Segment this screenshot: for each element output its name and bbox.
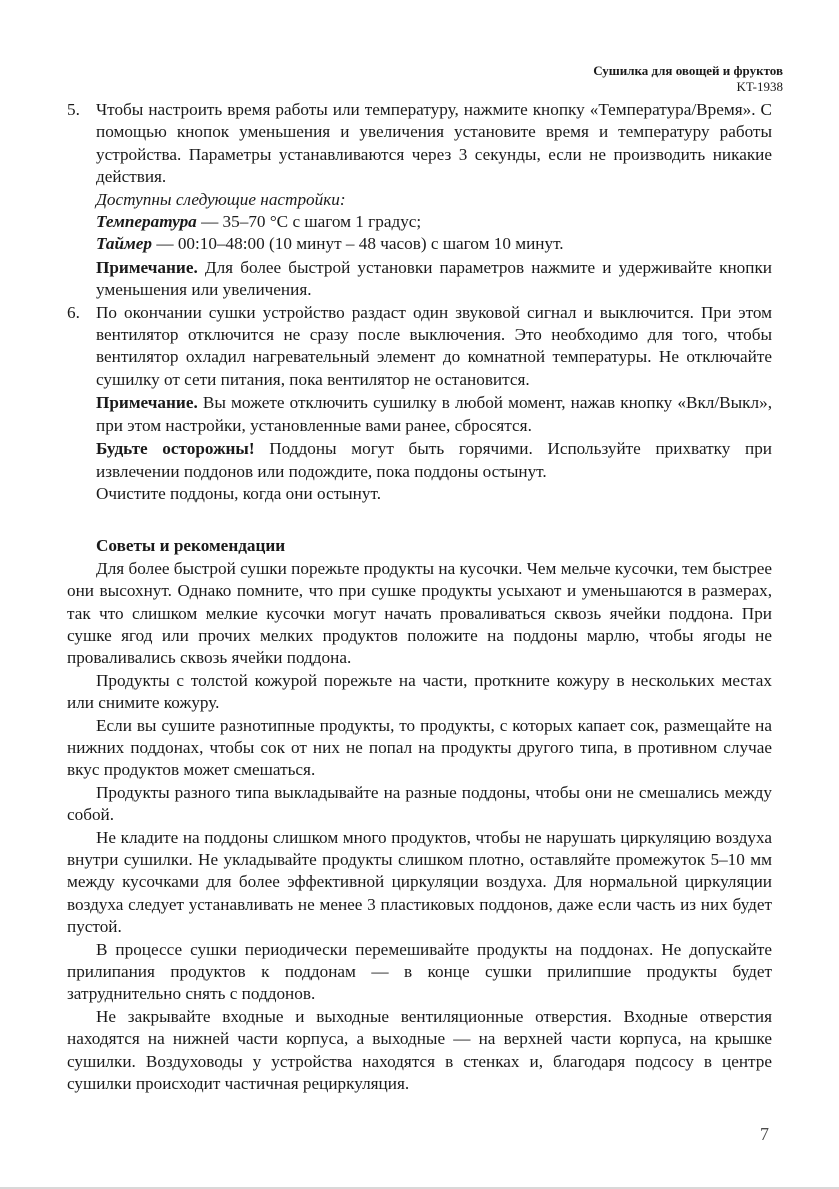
timer-text: — 00:10–48:00 (10 минут – 48 часов) с шагом 10 минут. [152, 234, 564, 254]
temperature-label: Температура [96, 212, 197, 232]
note-text: Вы можете отключить сушилку в любой момент, нажав кнопку «Вкл/Выкл», при этом настройки, установленные вами ранее, сбросятся. [96, 393, 772, 435]
timer-label: Таймер [96, 234, 153, 254]
settings-intro: Доступны следующие настройки: [96, 189, 346, 209]
tips-paragraph: Не закрывайте входные и выходные вентиляционные отверстия. Входные отверстия находятся на нижней части корпуса, а выходные — на верхней части корпуса, на крышке сушилки. Воздуховоды у устройства находятся в стенках и, благодаря подсосу в центре сушилки происходит частичная рециркуляция. [67, 1006, 772, 1094]
warning-text: Поддоны могут быть горячими. Используйте прихватку при извлечении поддонов или подождите, пока поддоны остынут. [96, 439, 772, 481]
tips-paragraph: Если вы сушите разнотипные продукты, то продукты, с которых капает сок, размещайте на нижних поддонах, чтобы сок от них не попал на продукты другого типа, в противном случае вкус продуктов может смешаться. [67, 715, 772, 780]
page-number: 7 [760, 1124, 769, 1144]
item-text: По окончании сушки устройство раздаст один звуковой сигнал и выключится. При этом вентилятор отключится не сразу после выключения. Это необходимо для того, чтобы вентилятор охладил нагревательный элемент до комнатной температуры. Не отключайте сушилку от сети питания, пока вентилятор не остановится. [96, 302, 772, 389]
tips-paragraph: Для более быстрой сушки порежьте продукты на кусочки. Чем мельче кусочки, тем быстрее они высохнут. Однако помните, что при сушке продукты усыхают и уменьшаются в размерах, так что слишком мелкие кусочки могут начать проваливаться сквозь ячейки поддона. При сушке ягод или прочих мелких продуктов положите на поддоны марлю, чтобы ягоды не проваливались сквозь ячейки поддона. [67, 558, 772, 668]
section-title: Советы и рекомендации [96, 536, 286, 556]
temperature-setting [96, 211, 772, 233]
tips-paragraph: Продукты с толстой кожурой порежьте на части, проткните кожуру в нескольких местах или снимите кожуру. [67, 670, 772, 713]
item-text: Чтобы настроить время работы или температуру, нажмите кнопку «Температура/Время». С помощью кнопок уменьшения и увеличения установите время и температуру работы устройства. Параметры устанавливаются через 3 секунды, если не производить никакие действия. [96, 100, 772, 187]
warning-label: Будьте осторожны! [96, 439, 255, 459]
clean-text: Очистите поддоны, когда они остынут. [96, 483, 381, 503]
tips-paragraph: В процессе сушки периодически перемешивайте продукты на поддонах. Не допускайте прилипания продуктов к поддонам — в конце сушки прилипшие продукты будет затруднительно снять с поддонов. [67, 939, 772, 1004]
tips-paragraph: Не кладите на поддоны слишком много продуктов, чтобы не нарушать циркуляцию воздуха внутри сушилки. Не укладывайте продукты слишком плотно, оставляйте промежуток 5–10 мм между кусочками для более эффективной циркуляции воздуха. Для нормальной циркуляции воздуха следует устанавливать не менее 3 пластиковых поддонов, даже если часть из них будет пустой. [67, 827, 772, 937]
temperature-text: — 35–70 °С с шагом 1 градус; [196, 212, 422, 232]
list-item-6 [67, 302, 772, 506]
note-label: Примечание. [96, 393, 198, 413]
warning-paragraph [96, 438, 772, 483]
model-number: KT-1938 [736, 79, 783, 94]
product-title: Сушилка для овощей и фруктов [593, 63, 783, 78]
note-paragraph [96, 392, 772, 437]
note-text: Для более быстрой установки параметров нажмите и удерживайте кнопки уменьшения или увеличения. [96, 257, 772, 300]
list-number: 6. [67, 302, 80, 322]
note-label: Примечание. [96, 257, 198, 277]
page-header [593, 63, 783, 95]
tips-paragraph: Продукты разного типа выкладывайте на разные поддоны, чтобы они не смешались между собой. [67, 782, 772, 825]
timer-setting [96, 233, 772, 255]
note-paragraph [96, 257, 772, 302]
page-content [67, 99, 772, 1095]
list-item-5 [67, 99, 772, 302]
list-number: 5. [67, 100, 80, 119]
